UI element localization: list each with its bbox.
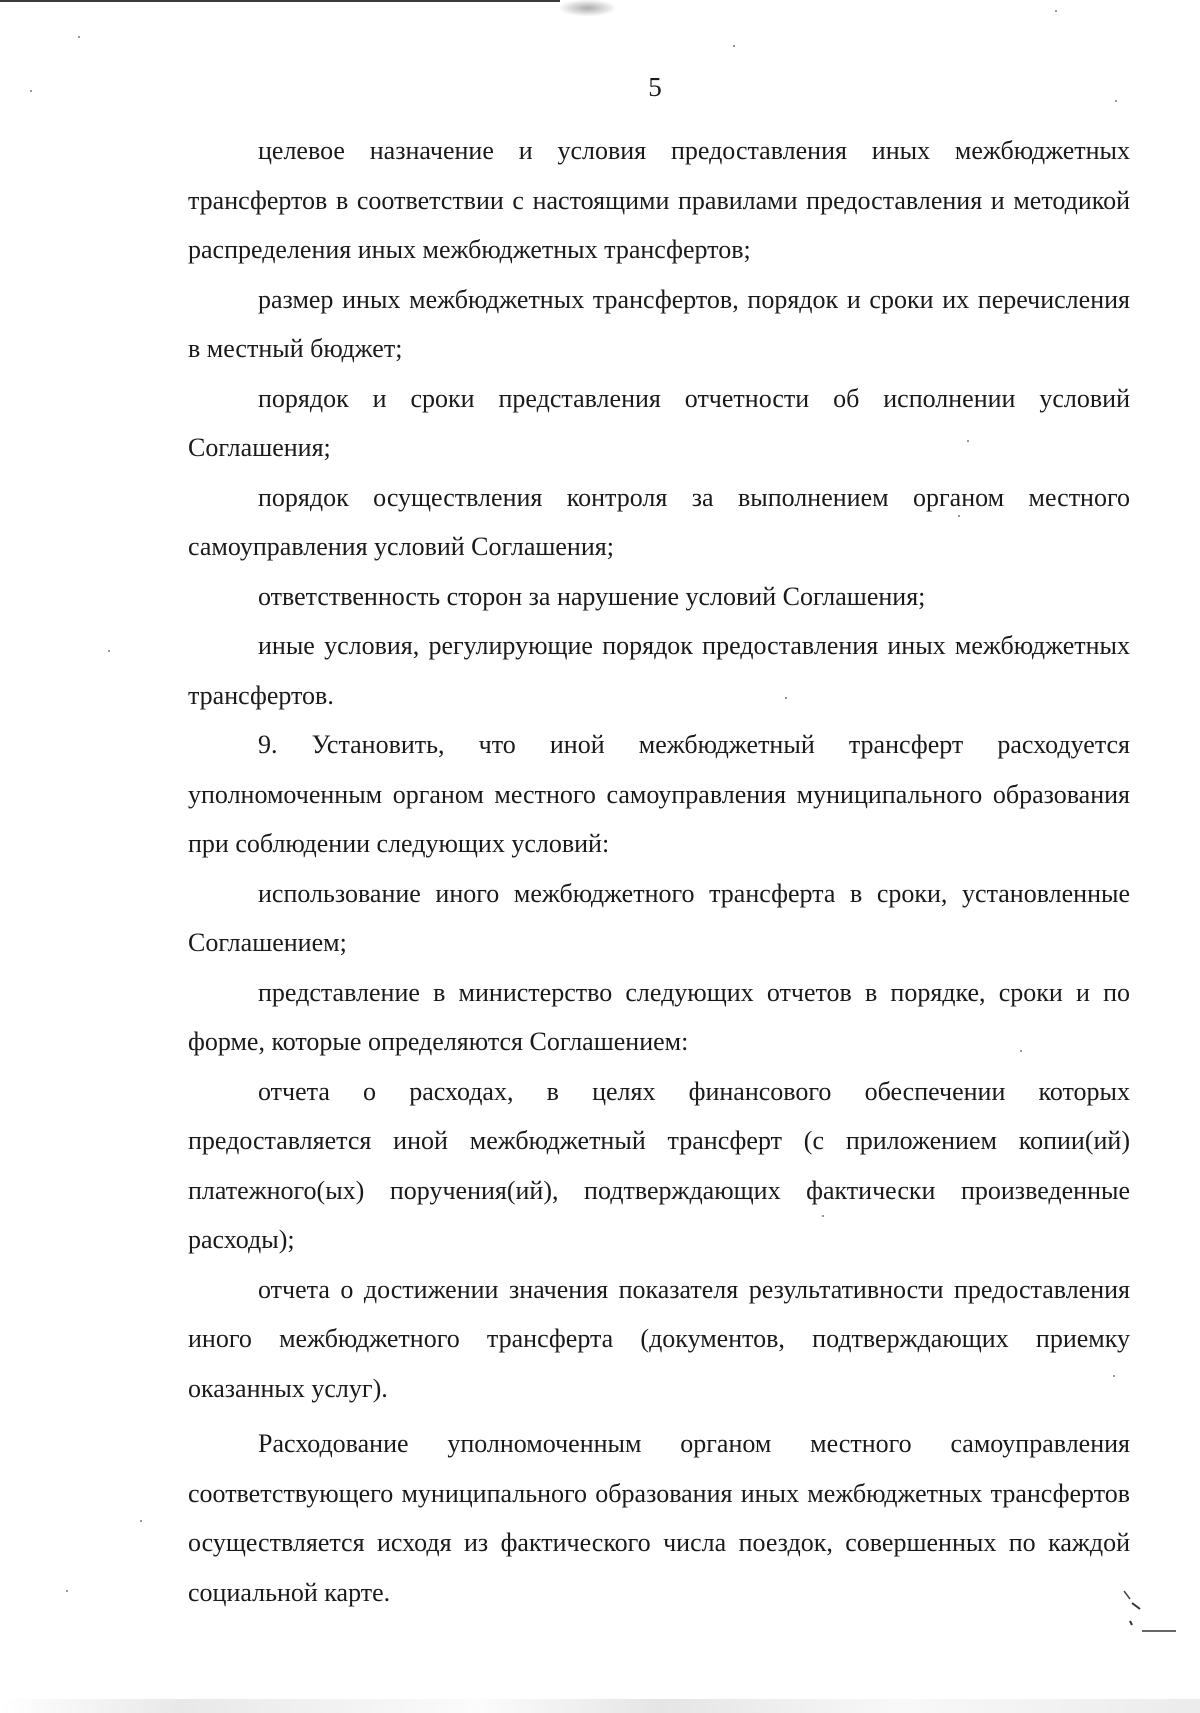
paragraph-2: размер иных межбюджетных трансфертов, порядок и сроки их перечисления в местный бюджет;: [188, 284, 1130, 363]
page-number: 5: [648, 72, 662, 102]
scan-speck: [66, 1590, 68, 1592]
paragraph-4: порядок осуществления контроля за выполнением органом местного самоуправления условий Соглашения;: [188, 482, 1130, 561]
scan-edge-line: [0, 0, 560, 2]
paragraph-8: использование иного межбюджетного трансферта в сроки, установленные Соглашением;: [188, 878, 1130, 957]
paragraph-5: ответственность сторон за нарушение условий Соглашения;: [258, 581, 926, 611]
paragraph-3: порядок и сроки представления отчетности об исполнении условий Соглашения;: [188, 383, 1130, 462]
scan-speck: [108, 650, 110, 652]
scan-bottom-edge: [0, 1699, 1200, 1713]
scan-speck: [78, 36, 80, 38]
paragraph-12: Расходование уполномоченным органом местного самоуправления соответствующего муниципального образования иных межбюджетных трансфертов осуществляется исходя из фактического числа поездок, совершенных по каждой социальной карте.: [188, 1429, 1130, 1607]
paragraph-1: целевое назначение и условия предоставления иных межбюджетных трансфертов в соответствии с настоящими правилами предоставления и методикой распределения иных межбюджетных трансфертов;: [188, 136, 1130, 264]
paragraph-10: отчета о расходах, в целях финансового обеспечении которых предоставляется иной межбюджетный трансферт (с приложением копии(ий) платежного(ых) поручения(ий), подтверждающих фактически произведенные расходы);: [188, 1076, 1130, 1254]
scan-smudge: [560, 0, 615, 16]
scan-speck: [733, 45, 735, 47]
paragraph-7: 9. Установить, что иной межбюджетный трансферт расходуется уполномоченным органом местного самоуправления муниципального образования при соблюдении следующих условий:: [188, 730, 1130, 858]
paragraph-6: иные условия, регулирующие порядок предоставления иных межбюджетных трансфертов.: [188, 631, 1130, 710]
document-body: [188, 126, 1130, 1617]
scan-speck: [1055, 10, 1057, 12]
paragraph-11: отчета о достижении значения показателя результативности предоставления иного межбюджетного трансферта (документов, подтверждающих приемку оказанных услуг).: [188, 1274, 1130, 1403]
paragraph-9: представление в министерство следующих отчетов в порядке, сроки и по форме, которые определяются Соглашением:: [188, 977, 1130, 1056]
scan-speck: [140, 1520, 142, 1522]
